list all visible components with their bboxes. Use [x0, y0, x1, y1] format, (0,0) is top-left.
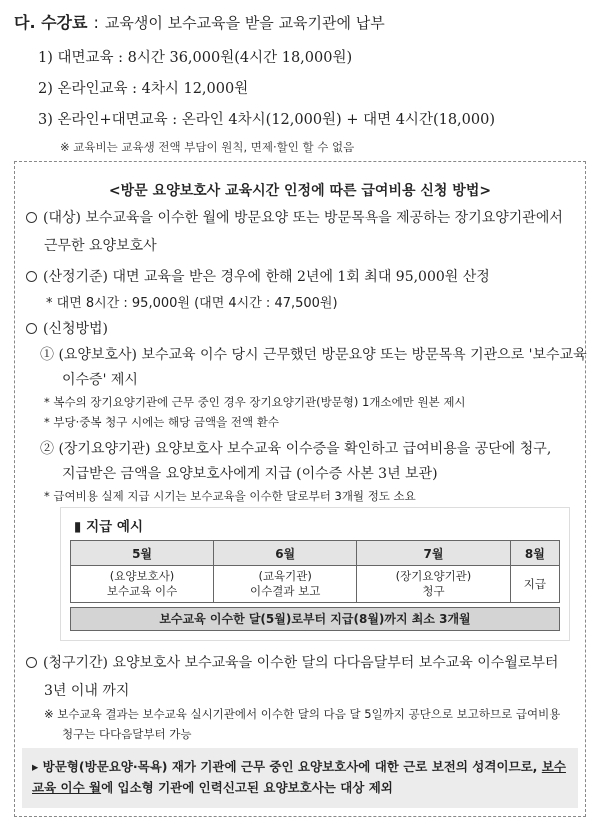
section-label: 다. 수강료	[14, 13, 88, 32]
circle-bullet-icon	[26, 271, 37, 282]
table-header-cell: 5월	[71, 541, 214, 566]
period-line-1: (청구기간) 요양보호사 보수교육을 이수한 달의 다다음달부터 보수교육 이수월로부터	[26, 652, 558, 672]
method-title: (신청방법)	[26, 318, 108, 338]
table-header-row	[71, 541, 560, 566]
table-cell: (요양보호사) 보수교육 이수	[71, 566, 214, 603]
example-summary-bar: 보수교육 이수한 달(5월)로부터 지급(8월)까지 최소 3개월	[70, 607, 560, 631]
step1-line-2: 이수증' 제시	[62, 372, 138, 388]
circle-bullet-icon	[26, 323, 37, 334]
box-title: <방문 요양보호사 교육시간 인정에 따른 급여비용 신청 방법>	[108, 183, 492, 199]
table-header-cell: 7월	[357, 541, 511, 566]
table-cell: 지급	[510, 566, 559, 603]
section-heading	[14, 10, 385, 33]
fee-item-2: 2) 온라인교육 : 4차시 12,000원	[38, 81, 249, 97]
period-note-1: ※ 보수교육 결과는 보수교육 실시기관에서 이수한 달의 다음 달 5일까지 공단으로 보고하므로 급여비용	[44, 707, 561, 721]
period-note-2: 청구는 다다음달부터 가능	[62, 727, 192, 741]
step2-line-1: ② (장기요양기관) 요양보호사 보수교육 이수증을 확인하고 급여비용을 공단에 청구,	[40, 441, 552, 457]
table-header-cell: 6월	[214, 541, 357, 566]
section-description: 교육생이 보수교육을 받을 교육기관에 납부	[104, 14, 385, 32]
step2-line-2: 지급받은 금액을 요양보호사에게 지급 (이수증 사본 3년 보관)	[62, 466, 438, 482]
example-table	[70, 540, 560, 603]
target-line-1: (대상) 보수교육을 이수한 월에 방문요양 또는 방문목욕을 제공하는 장기요양기관에서	[26, 207, 563, 227]
circle-bullet-icon	[26, 657, 37, 668]
step1-note-1: * 복수의 장기요양기관에 근무 중인 경우 장기요양기관(방문형) 1개소에만 원본 제시	[44, 395, 466, 409]
step1-line-1: ① (요양보호사) 보수교육 이수 당시 근무했던 방문요양 또는 방문목욕 기관으로 '보수교육	[40, 347, 587, 363]
highlight-text: ▸ 방문형(방문요양·목욕) 재가 기관에 근무 중인 요양보호사에 대한 근로 보전의 성격이므로, 보수 교육 이수 월에 입소형 기관에 인력신고된 요양보호사는 대상 제외	[32, 759, 566, 795]
fee-note: ※ 교육비는 교육생 전액 부담이 원칙, 면제·할인 할 수 없음	[60, 140, 355, 154]
table-row	[71, 566, 560, 603]
circle-bullet-icon	[26, 212, 37, 223]
table-cell: (교육기관) 이수결과 보고	[214, 566, 357, 603]
fee-item-3: 3) 온라인+대면교육 : 온라인 4차시(12,000원) + 대면 4시간(18,000)	[38, 112, 495, 128]
criteria-note: * 대면 8시간 : 95,000원 (대면 4시간 : 47,500원)	[46, 296, 338, 311]
table-cell: (장기요양기관) 청구	[357, 566, 511, 603]
step2-note: * 급여비용 실제 지급 시기는 보수교육을 이수한 달로부터 3개월 정도 소요	[44, 489, 416, 503]
period-line-2: 3년 이내 까지	[44, 683, 130, 699]
table-header-cell: 8월	[510, 541, 559, 566]
heading-separator: :	[93, 13, 99, 32]
step1-note-2: * 부당·중복 청구 시에는 해당 금액을 전액 환수	[44, 415, 279, 429]
target-line-2: 근무한 요양보호사	[44, 238, 157, 254]
example-title: ▮ 지급 예시	[74, 519, 143, 535]
fee-item-1: 1) 대면교육 : 8시간 36,000원(4시간 18,000원)	[38, 50, 353, 66]
criteria-line: (산정기준) 대면 교육을 받은 경우에 한해 2년에 1회 최대 95,000원 산정	[26, 266, 490, 286]
